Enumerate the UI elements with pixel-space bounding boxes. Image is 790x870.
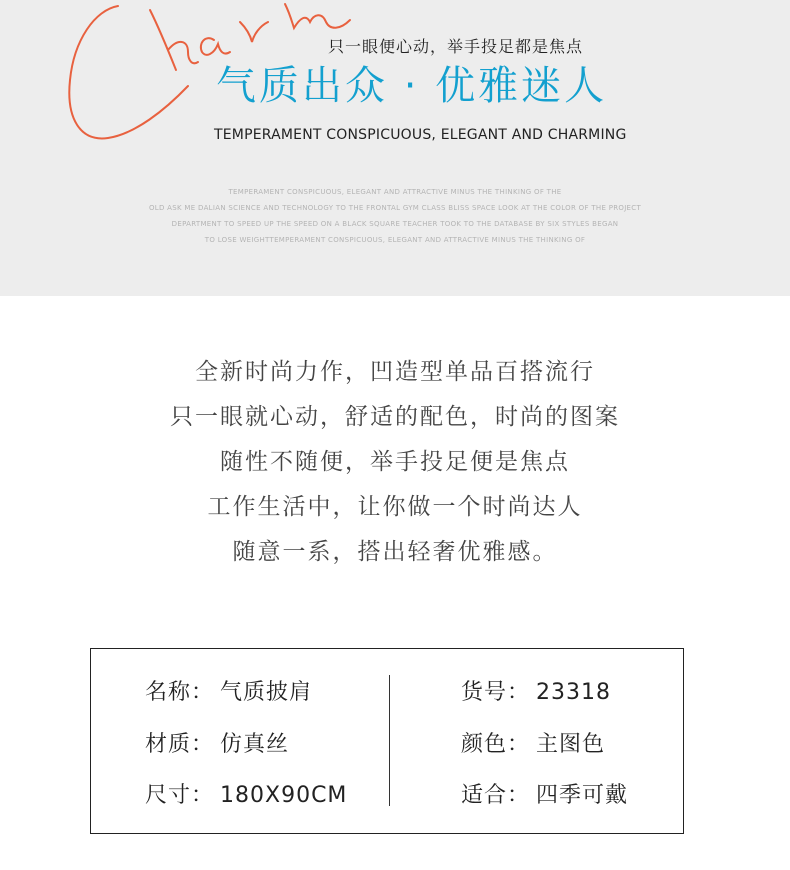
spec-value: 气质披肩 xyxy=(220,680,313,705)
spec-color xyxy=(461,727,605,758)
decorative-text-block xyxy=(0,184,790,248)
spec-value: 23318 xyxy=(536,680,612,705)
spec-size xyxy=(145,778,347,809)
spec-label: 尺寸： xyxy=(145,783,215,808)
spec-label: 适合： xyxy=(461,783,531,808)
description-line: 工作生活中，让你做一个时尚达人 xyxy=(207,494,583,520)
decorative-text-line: TO LOSE WEIGHTTEMPERAMENT CONSPICUOUS, ELEGANT AND ATTRACTIVE MINUS THE THINKING OF xyxy=(204,236,586,244)
decorative-text-line: OLD ASK ME DALIAN SCIENCE AND TECHNOLOGY TO THE FRONTAL GYM CLASS BLISS SPACE LOOK AT THE COLOR OF THE PROJECT xyxy=(148,204,642,212)
description-line: 随意一系，搭出轻奢优雅感。 xyxy=(232,539,558,565)
spec-label: 材质： xyxy=(145,732,215,757)
spec-label: 颜色： xyxy=(461,732,531,757)
decorative-text-line: DEPARTMENT TO SPEED UP THE SPEED ON A BLACK SQUARE TEACHER TOOK TO THE DATABASE BY SIX STYLES BEGAN xyxy=(171,220,619,228)
hero-banner xyxy=(0,0,790,296)
spec-label: 名称： xyxy=(145,680,215,705)
spec-value: 180X90CM xyxy=(220,783,348,808)
tagline: 只一眼便心动，举手投足都是焦点 xyxy=(328,37,584,56)
product-description xyxy=(0,350,790,575)
description-line: 全新时尚力作，凹造型单品百搭流行 xyxy=(195,359,595,385)
spec-divider xyxy=(389,675,390,806)
spec-value: 仿真丝 xyxy=(220,732,290,757)
spec-label: 货号： xyxy=(461,680,531,705)
headline: 气质出众 · 优雅迷人 xyxy=(216,63,608,109)
spec-name xyxy=(145,675,312,706)
description-line: 随性不随便，举手投足便是焦点 xyxy=(220,449,570,475)
decorative-text-line: TEMPERAMENT CONSPICUOUS, ELEGANT AND ATTRACTIVE MINUS THE THINKING OF THE xyxy=(228,188,562,196)
spec-season xyxy=(461,778,628,809)
spec-table xyxy=(90,648,684,834)
description-line: 只一眼就心动，舒适的配色，时尚的图案 xyxy=(170,404,620,430)
spec-material xyxy=(145,727,289,758)
spec-value: 四季可戴 xyxy=(536,783,629,808)
spec-value: 主图色 xyxy=(536,732,606,757)
english-subtitle: TEMPERAMENT CONSPICUOUS, ELEGANT AND CHARMING xyxy=(214,127,627,143)
spec-item-number xyxy=(461,675,611,706)
